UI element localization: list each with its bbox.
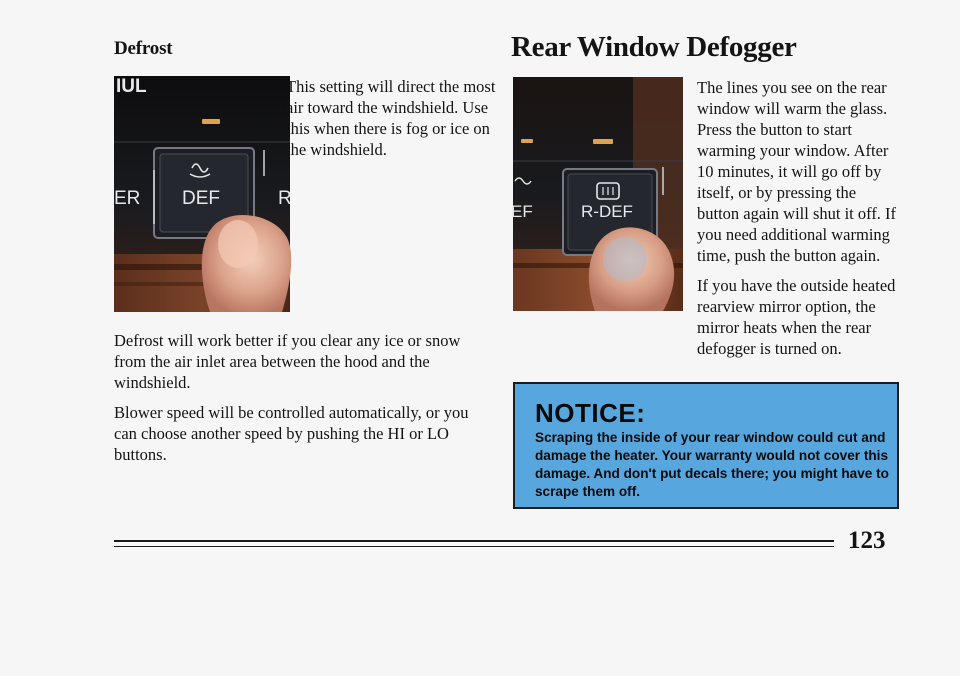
defrost-heading: Defrost bbox=[114, 38, 173, 59]
rear-defogger-button-photo bbox=[513, 77, 683, 311]
page-number: 123 bbox=[848, 527, 886, 554]
photo-left-edge-label: ER bbox=[114, 188, 141, 209]
notice-body: Scraping the inside of your rear window could cut and damage the heater. Your warranty would not cover this damage. And don't put decals there; you might have to scrape them off. bbox=[535, 430, 889, 499]
rear-defogger-body bbox=[697, 77, 897, 368]
rear-window-defogger-heading: Rear Window Defogger bbox=[511, 31, 797, 63]
photo-right-edge-label: R bbox=[278, 188, 292, 209]
defrost-button-photo bbox=[114, 76, 290, 312]
mirror-heater-paragraph: If you have the outside heated rearview mirror option, the mirror heats when the rear defogger is turned on. bbox=[697, 276, 896, 358]
photo-def-label: DEF bbox=[182, 188, 220, 209]
photo-rdef-label: R-DEF bbox=[581, 202, 633, 221]
footer-rule-thin bbox=[114, 546, 834, 547]
defrost-body bbox=[114, 330, 474, 474]
notice-box bbox=[513, 382, 899, 509]
notice-title: NOTICE: bbox=[535, 398, 646, 428]
defrost-paragraph: Defrost will work better if you clear any ice or snow from the air inlet area between the hood and the windshield. bbox=[114, 331, 461, 392]
defrost-caption: This setting will direct the most air toward the windshield. Use this when there is fog or ice on the windshield. bbox=[286, 77, 496, 159]
blower-speed-paragraph: Blower speed will be controlled automatically, or you can choose another speed by pushing the HI or LO buttons. bbox=[114, 403, 469, 464]
rear-defogger-paragraph: The lines you see on the rear window will warm the glass. Press the button to start warming your window. After 10 minutes, it will go off by itself, or by pressing the button again will shut it off. If you need additional warming time, push the button again. bbox=[697, 78, 897, 265]
photo-right-left-edge-label: EF bbox=[511, 202, 533, 221]
photo-top-fragment: IUL bbox=[116, 76, 147, 97]
footer-rule bbox=[114, 540, 834, 542]
